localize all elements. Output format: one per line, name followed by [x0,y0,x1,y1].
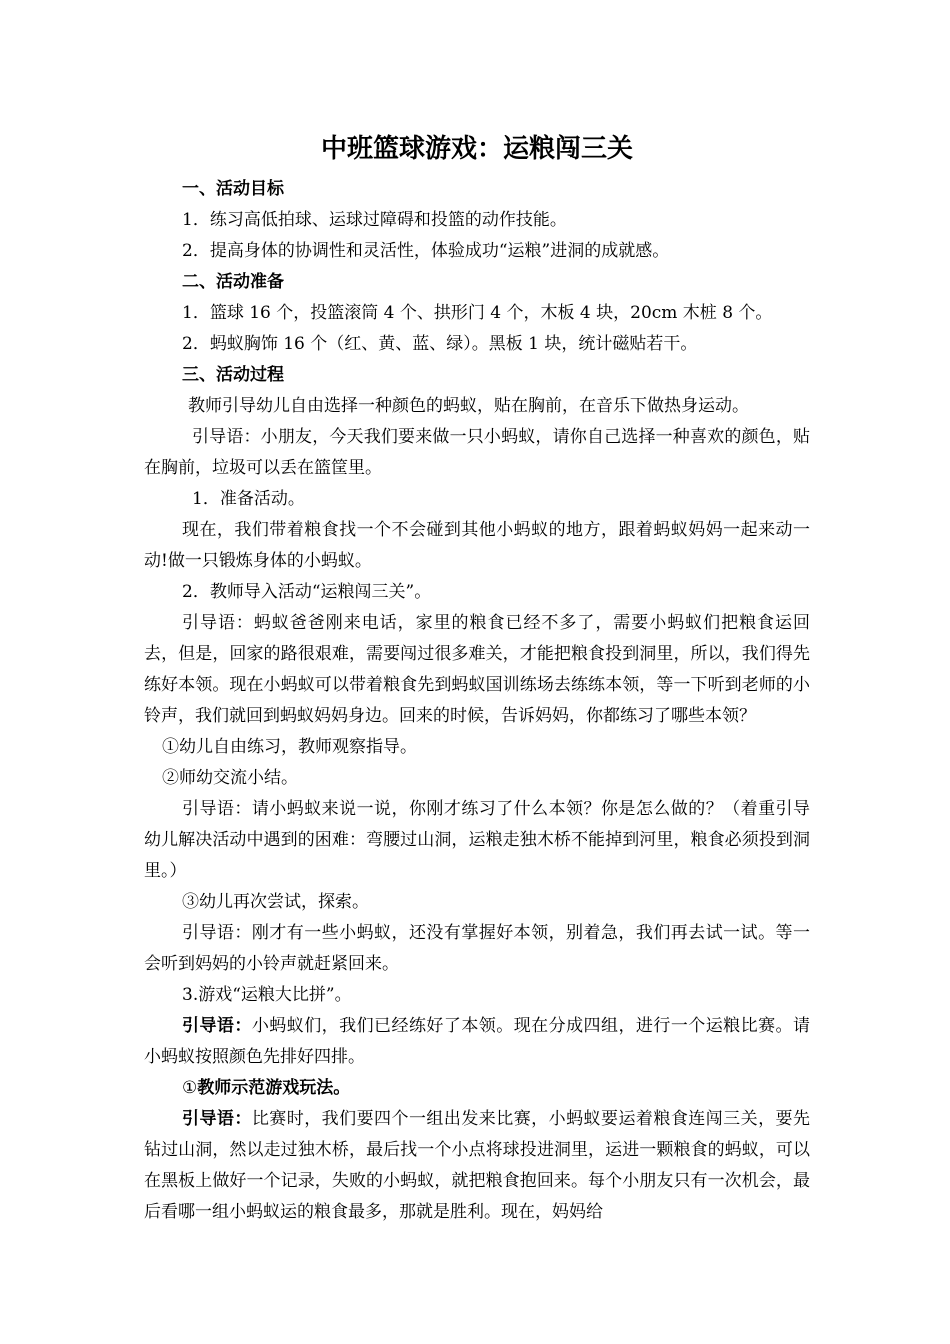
goal-item-2: 2．提高身体的协调性和灵活性，体验成功“运粮”进洞的成就感。 [182,241,670,261]
step-1-title: 1．准备活动。 [192,489,305,509]
step-3-title: 3.游戏“运粮大比拼”。 [182,985,352,1005]
demo-text [144,1104,810,1228]
prep-item-1: 1．篮球 16 个，投篮滚筒 4 个、拱形门 4 个，木板 4 块，20cm 木桩 8 个。 [182,303,773,323]
step-3-body: 小蚂蚁们，我们已经练好了本领。现在分成四组，进行一个运粮比赛。请小蚂蚁按照颜色先排好四排。 [144,1016,811,1067]
step-3-text [144,1011,810,1073]
demo-heading [144,1073,810,1104]
guide-label: 引导语： [182,1016,252,1036]
sub-step-3-text: 引导语：刚才有一些小蚂蚁，还没有掌握好本领，别着急，我们再去试一试。等一会听到妈妈的小铃声就赶紧回来。 [144,923,810,974]
step-2-text: 引导语：蚂蚁爸爸刚来电话，家里的粮食已经不多了，需要小蚂蚁们把粮食运回去，但是，回家的路很艰难，需要闯过很多难关，才能把粮食投到洞里，所以，我们得先练好本领。现在小蚂蚁可以带着粮食先到蚂蚁国训练场去练练本领，等一下听到老师的小铃声，我们就回到蚂蚁妈妈身边。回来的时候，告诉妈妈，你都练习了哪些本领？ [144,613,810,726]
section-heading-process: 三、活动过程 [182,365,284,385]
guide-text-1: 引导语：小朋友，今天我们要来做一只小蚂蚁，请你自己选择一种喜欢的颜色，贴在胸前，垃圾可以丢在篮筐里。 [144,427,810,478]
prep-item-2: 2．蚂蚁胸饰 16 个（红、黄、蓝、绿）。黑板 1 块，统计磁贴若干。 [182,334,698,354]
sub-step-2-text: 引导语：请小蚂蚁来说一说，你刚才练习了什么本领？你是怎么做的？（着重引导幼儿解决活动中遇到的困难：弯腰过山洞，运粮走独木桥不能掉到河里，粮食必须投到洞里。） [144,799,810,881]
sub-step-3: ③幼儿再次尝试，探索。 [182,892,369,912]
demo-heading-text: 教师示范游戏玩法。 [197,1078,351,1098]
guide-label: 引导语： [182,1109,252,1129]
goal-item-1: 1．练习高低拍球、运球过障碍和投篮的动作技能。 [182,210,567,230]
document-page [144,124,810,1228]
demo-prefix: ① [182,1078,198,1098]
sub-step-2: ②师幼交流小结。 [162,768,298,788]
process-intro: 教师引导幼儿自由选择一种颜色的蚂蚁，贴在胸前，在音乐下做热身运动。 [188,396,749,416]
section-heading-goals: 一、活动目标 [182,179,284,199]
step-2-title: 2．教师导入活动“运粮闯三关”。 [182,582,432,602]
sub-step-1: ①幼儿自由练习，教师观察指导。 [162,737,417,757]
demo-body: 比赛时，我们要四个一组出发来比赛，小蚂蚁要运着粮食连闯三关，要先钻过山洞，然以走过独木桥，最后找一个小点将球投进洞里，运进一颗粮食的蚂蚁，可以在黑板上做好一个记录，失败的小蚂蚁，就把粮食抱回来。每个小朋友只有一次机会，最后看哪一组小蚂蚁运的粮食最多，那就是胜利。现在，妈妈给 [144,1109,811,1222]
section-heading-preparation: 二、活动准备 [182,272,284,292]
document-title: 中班篮球游戏：运粮闯三关 [320,134,633,164]
step-1-text: 现在，我们带着粮食找一个不会碰到其他小蚂蚁的地方，跟着蚂蚁妈妈一起来动一动!做一只锻炼身体的小蚂蚁。 [144,520,810,571]
